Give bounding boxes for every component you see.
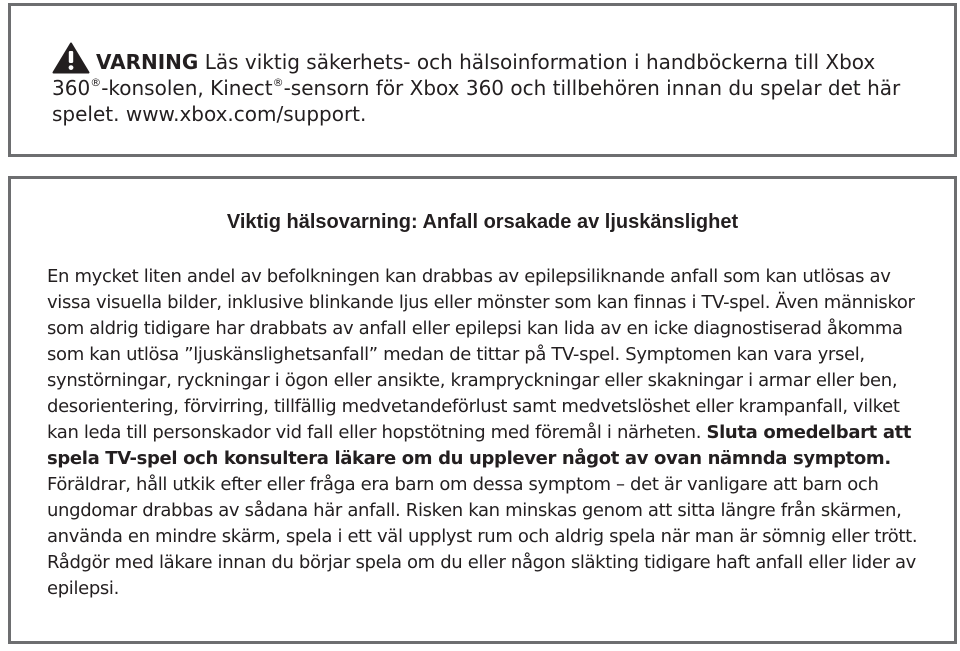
warning-triangle-icon bbox=[52, 42, 90, 74]
health-warning-box bbox=[8, 176, 957, 644]
registered-mark: ® bbox=[90, 76, 102, 89]
warning-text-part-2: -konsolen, Kinect bbox=[101, 76, 273, 100]
warning-text-part-1: Läs viktig säkerhets- och hälsoinformation i handböckerna till Xbox 360 bbox=[52, 50, 876, 100]
warning-text bbox=[52, 42, 932, 127]
health-warning-body bbox=[47, 264, 923, 602]
warning-label: VARNING bbox=[96, 50, 199, 74]
warning-box bbox=[8, 3, 957, 157]
warning-text-part-3: -sensorn för Xbox 360 och tillbehören innan du spelar det här spelet. bbox=[52, 76, 901, 126]
health-text-part-1: En mycket liten andel av befolkningen kan drabbas av epilepsiliknande anfall som kan utlösas av vissa visuella bilder, inklusive blinkande ljus eller mönster som kan finnas i TV-spel. Även människor som aldrig tidigare har drabbats av anfall eller epilepsi kan lida av en icke diagnostiserad åkomma som kan utlösa ”ljuskänslighetsanfall” medan de tittar på TV-spel. Symptomen kan vara yrsel, synstörningar, ryckningar i ögon eller ansikte, krampryckningar eller skakningar i armar eller ben, desorientering, förvirring, tillfällig medvetandeförlust samt medvetslöshet eller krampanfall, vilket kan leda till personskador vid fall eller hopstötning med föremål i närheten. bbox=[47, 266, 915, 443]
health-text-part-2: Föräldrar, håll utkik efter eller fråga era barn om dessa symptom – det är vanligare att barn och ungdomar drabbas av sådana här anfall. Risken kan minskas genom att sitta längre från skärmen, använda en mindre skärm, spela i ett väl upplyst rum och aldrig spela när man är sömnig eller trött. Rådgör med läkare innan du börjar spela om du eller någon släkting tidigare haft anfall eller lider av epilepsi. bbox=[47, 474, 918, 599]
support-link[interactable]: www.xbox.com/support. bbox=[125, 102, 367, 126]
health-bold-instruction: Sluta omedelbart att spela TV-spel och konsultera läkare om du upplever något av ovan nämnda symptom. bbox=[47, 422, 912, 469]
registered-mark: ® bbox=[272, 76, 284, 89]
health-warning-title: Viktig hälsovarning: Anfall orsakade av ljuskänslighet bbox=[226, 211, 739, 233]
